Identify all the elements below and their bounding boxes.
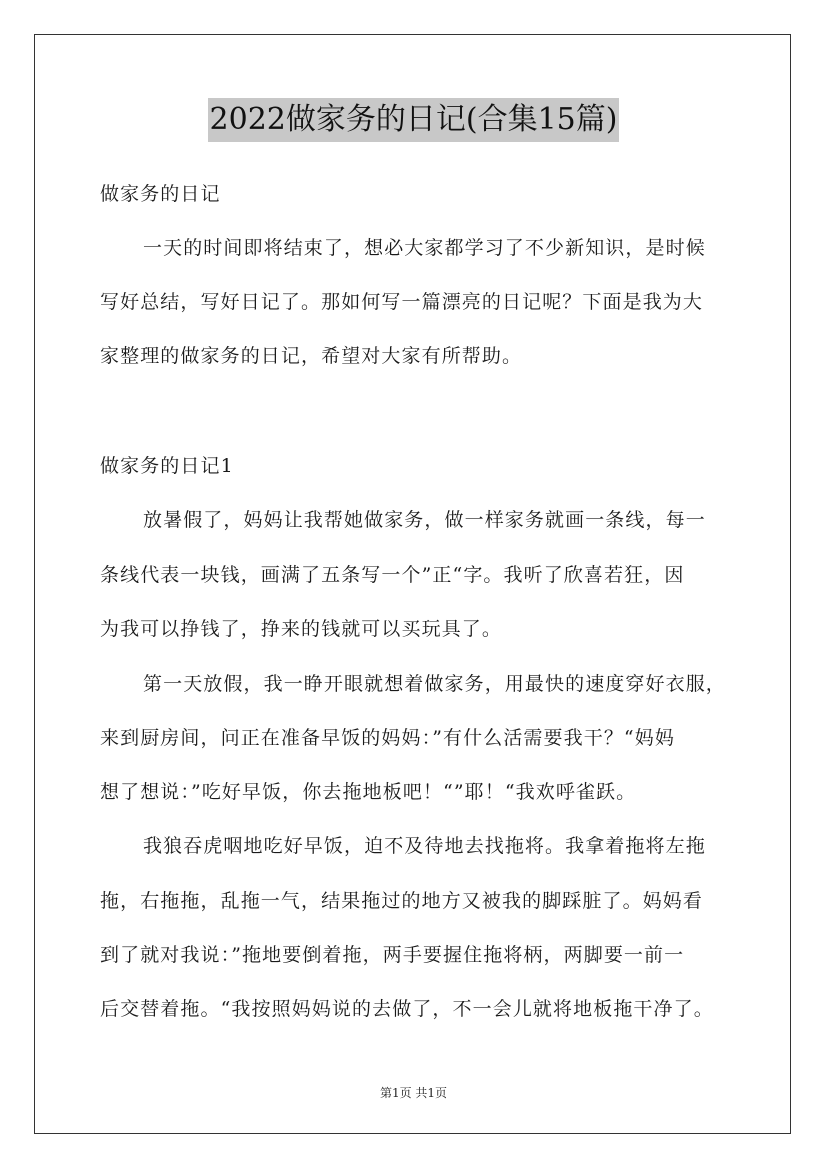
paragraph-line: 放暑假了，妈妈让我帮她做家务，做一样家务就画一条线，每一 [143,509,706,531]
paragraph-line: 为我可以挣钱了，挣来的钱就可以买玩具了。 [100,618,503,640]
paragraph-line: 家整理的做家务的日记，希望对大家有所帮助。 [100,345,523,367]
paragraph-line: 拖，右拖拖，乱拖一气，结果拖过的地方又被我的脚踩脏了。妈妈看 [100,890,704,912]
paragraph-line: 我狼吞虎咽地吃好早饭，迫不及待地去找拖将。我拿着拖将左拖 [143,835,706,857]
paragraph-line: 条线代表一块钱，画满了五条写一个”正“字。我听了欣喜若狂，因 [100,564,685,586]
document-title: 2022做家务的日记(合集15篇) [208,98,620,142]
paragraph-line: 第一天放假，我一睁开眼就想着做家务，用最快的速度穿好衣服， [143,673,726,695]
paragraph-line: 后交替着拖。“我按照妈妈说的去做了，不一会儿就将地板拖干净了。 [100,998,714,1020]
paragraph-line: 来到厨房间，问正在准备早饭的妈妈：”有什么活需要我干？“妈妈 [100,727,675,749]
page-footer: 第1页 共1页 [379,1086,448,1100]
section-heading: 做家务的日记1 [100,455,234,477]
paragraph-line: 写好总结，写好日记了。那如何写一篇漂亮的日记呢？下面是我为大 [100,291,704,313]
paragraph-line: 想了想说：”吃好早饭，你去拖地板吧！“”耶！“我欢呼雀跃。 [100,781,637,803]
title-block [0,98,827,142]
section-heading: 做家务的日记 [100,183,221,205]
paragraph-line: 一天的时间即将结束了，想必大家都学习了不少新知识，是时候 [143,237,706,259]
paragraph-line: 到了就对我说：”拖地要倒着拖，两手要握住拖将柄，两脚要一前一 [100,944,685,966]
